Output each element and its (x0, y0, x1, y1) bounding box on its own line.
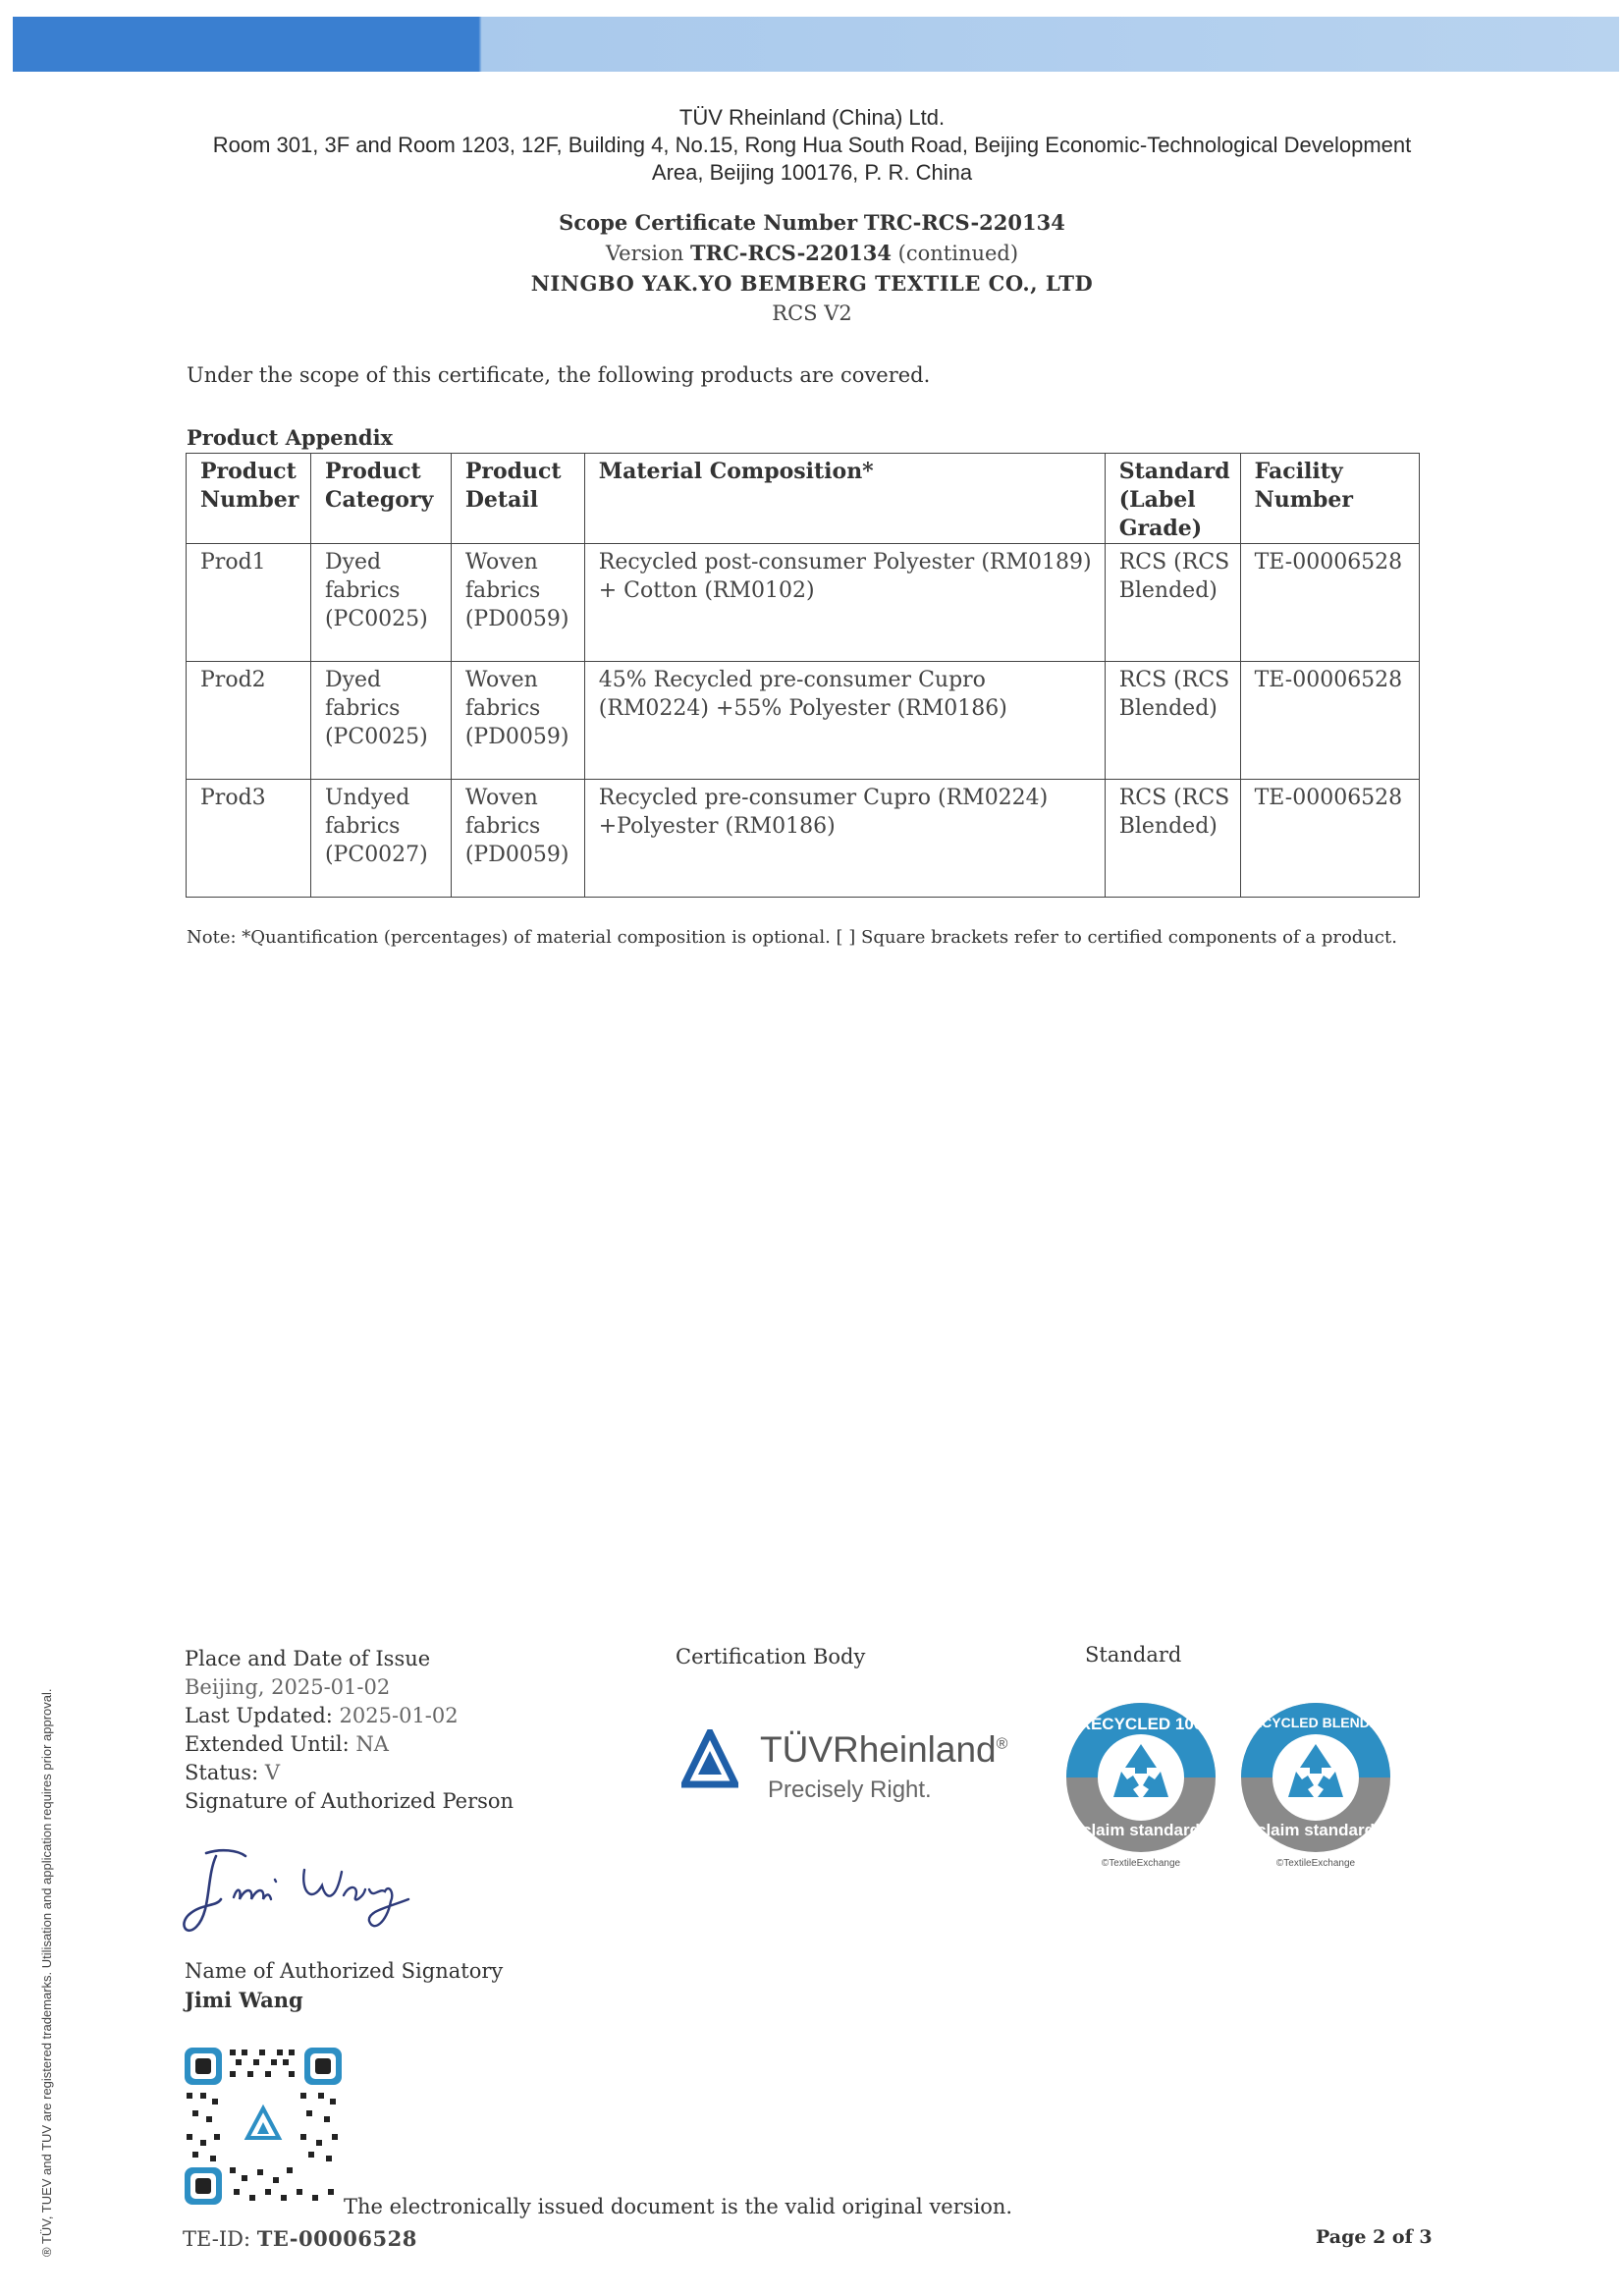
badge1-credit: ©TextileExchange (1101, 1858, 1181, 1869)
badge1-bottom-text: claim standard (1082, 1821, 1200, 1839)
page-number: Page 2 of 3 (1316, 2226, 1433, 2248)
last-updated-value: 2025-01-02 (339, 1704, 459, 1727)
scope-cert-number: TRC-RCS-220134 (863, 210, 1065, 235)
appendix-title: Product Appendix (187, 425, 394, 450)
tuv-logo-name: TÜVRheinland (760, 1729, 997, 1770)
badge2-top-text: RECYCLED BLENDED (1242, 1715, 1389, 1730)
table-cell: Recycled pre-consumer Cupro (RM0224) +Polyester (RM0186) (584, 780, 1105, 898)
recycled-100-badge (1062, 1699, 1219, 1869)
table-header-row (187, 454, 1420, 544)
table-cell: Dyed fabrics (PC0025) (310, 544, 451, 662)
last-updated-label: Last Updated: (185, 1704, 333, 1727)
status-label: Status: (185, 1761, 259, 1784)
col-header: Standard (Label Grade) (1105, 454, 1240, 544)
table-row (187, 780, 1420, 898)
badge2-credit: ©TextileExchange (1275, 1858, 1356, 1869)
table-row (187, 662, 1420, 780)
table-cell: Undyed fabrics (PC0027) (310, 780, 451, 898)
issuer-address-line2: Area, Beijing 100176, P. R. China (651, 160, 973, 185)
scope-version-line (0, 241, 1624, 265)
qr-finder-bl (185, 2167, 222, 2205)
table-cell: TE-00006528 (1240, 544, 1419, 662)
scope-version-label: Version (605, 242, 684, 265)
issuer-company: TÜV Rheinland (China) Ltd. (678, 105, 946, 130)
table-cell: Prod3 (187, 780, 311, 898)
qr-code[interactable] (183, 2046, 344, 2207)
issuer-address-line1: Room 301, 3F and Room 1203, 12F, Building 4, No.15, Rong Hua South Road, Beijing Economic-Technological Development (212, 133, 1412, 157)
table-cell: Recycled post-consumer Polyester (RM0189) + Cotton (RM0102) (584, 544, 1105, 662)
extended-until-line (185, 1732, 389, 1756)
table-cell: RCS (RCS Blended) (1105, 662, 1240, 780)
valid-original-note: The electronically issued document is the valid original version. (344, 2195, 1013, 2218)
place-date-label: Place and Date of Issue (185, 1647, 431, 1670)
tuv-tagline: Precisely Right. (768, 1777, 932, 1803)
table-cell: Woven fabrics (PD0059) (451, 662, 584, 780)
cert-body-label: Certification Body (676, 1645, 866, 1668)
tuv-rheinland-logo (681, 1722, 1055, 1820)
table-cell: Prod1 (187, 544, 311, 662)
standard-label: Standard (1085, 1643, 1182, 1667)
table-cell: Dyed fabrics (PC0025) (310, 662, 451, 780)
last-updated-line (185, 1704, 459, 1727)
badge2-bottom-text: claim standard (1257, 1821, 1375, 1839)
table-cell: Woven fabrics (PD0059) (451, 780, 584, 898)
recycled-blended-badge (1237, 1699, 1394, 1869)
place-date-value: Beijing, 2025-01-02 (185, 1675, 391, 1699)
table-cell: RCS (RCS Blended) (1105, 780, 1240, 898)
col-header: Facility Number (1240, 454, 1419, 544)
table-cell: RCS (RCS Blended) (1105, 544, 1240, 662)
trademark-note: ® TÜV, TUEV and TUV are registered trademarks. Utilisation and application requires prior approval. (39, 1688, 54, 2257)
table-row (187, 544, 1420, 662)
product-table (186, 453, 1420, 898)
composition-note: Note: *Quantification (percentages) of material composition is optional. [ ] Square brackets refer to certified components of a product. (187, 927, 1397, 948)
signatory-label: Name of Authorized Signatory (185, 1959, 504, 1983)
scope-version-suffix: (continued) (897, 242, 1019, 265)
qr-finder-tl (185, 2048, 222, 2085)
teid-line (183, 2226, 417, 2251)
tuv-triangle-icon (681, 1729, 738, 1790)
table-cell: Woven fabrics (PD0059) (451, 544, 584, 662)
col-header: Material Composition* (584, 454, 1105, 544)
status-line (185, 1761, 280, 1784)
certified-company: NINGBO YAK.YO BEMBERG TEXTILE CO., LTD (530, 271, 1094, 296)
scope-cert-label: Scope Certificate Number (559, 210, 858, 235)
table-cell: Prod2 (187, 662, 311, 780)
table-cell: 45% Recycled pre-consumer Cupro (RM0224) +55% Polyester (RM0186) (584, 662, 1105, 780)
signatory-name: Jimi Wang (185, 1988, 303, 2012)
qr-finder-tr (304, 2048, 342, 2085)
teid-value: TE-00006528 (256, 2226, 417, 2251)
qr-center-logo (240, 2103, 287, 2150)
col-header: Product Category (310, 454, 451, 544)
handwritten-signature (177, 1838, 432, 1946)
intro-text: Under the scope of this certificate, the following products are covered. (187, 363, 931, 387)
col-header: Product Detail (451, 454, 584, 544)
table-cell: TE-00006528 (1240, 662, 1419, 780)
badge1-top-text: RECYCLED 100 (1078, 1715, 1204, 1733)
signature-label: Signature of Authorized Person (185, 1789, 514, 1813)
table-cell: TE-00006528 (1240, 780, 1419, 898)
extended-until-value: NA (355, 1732, 389, 1756)
status-value: V (264, 1761, 281, 1784)
extended-until-label: Extended Until: (185, 1732, 350, 1756)
teid-label: TE-ID: (183, 2227, 251, 2251)
top-color-bar (13, 17, 1619, 72)
scope-version-number: TRC-RCS-220134 (689, 241, 892, 265)
col-header: Product Number (187, 454, 311, 544)
tuv-logo-reg: ® (996, 1735, 1008, 1753)
scope-cert-line (0, 210, 1624, 235)
scope-standard: RCS V2 (772, 301, 852, 325)
